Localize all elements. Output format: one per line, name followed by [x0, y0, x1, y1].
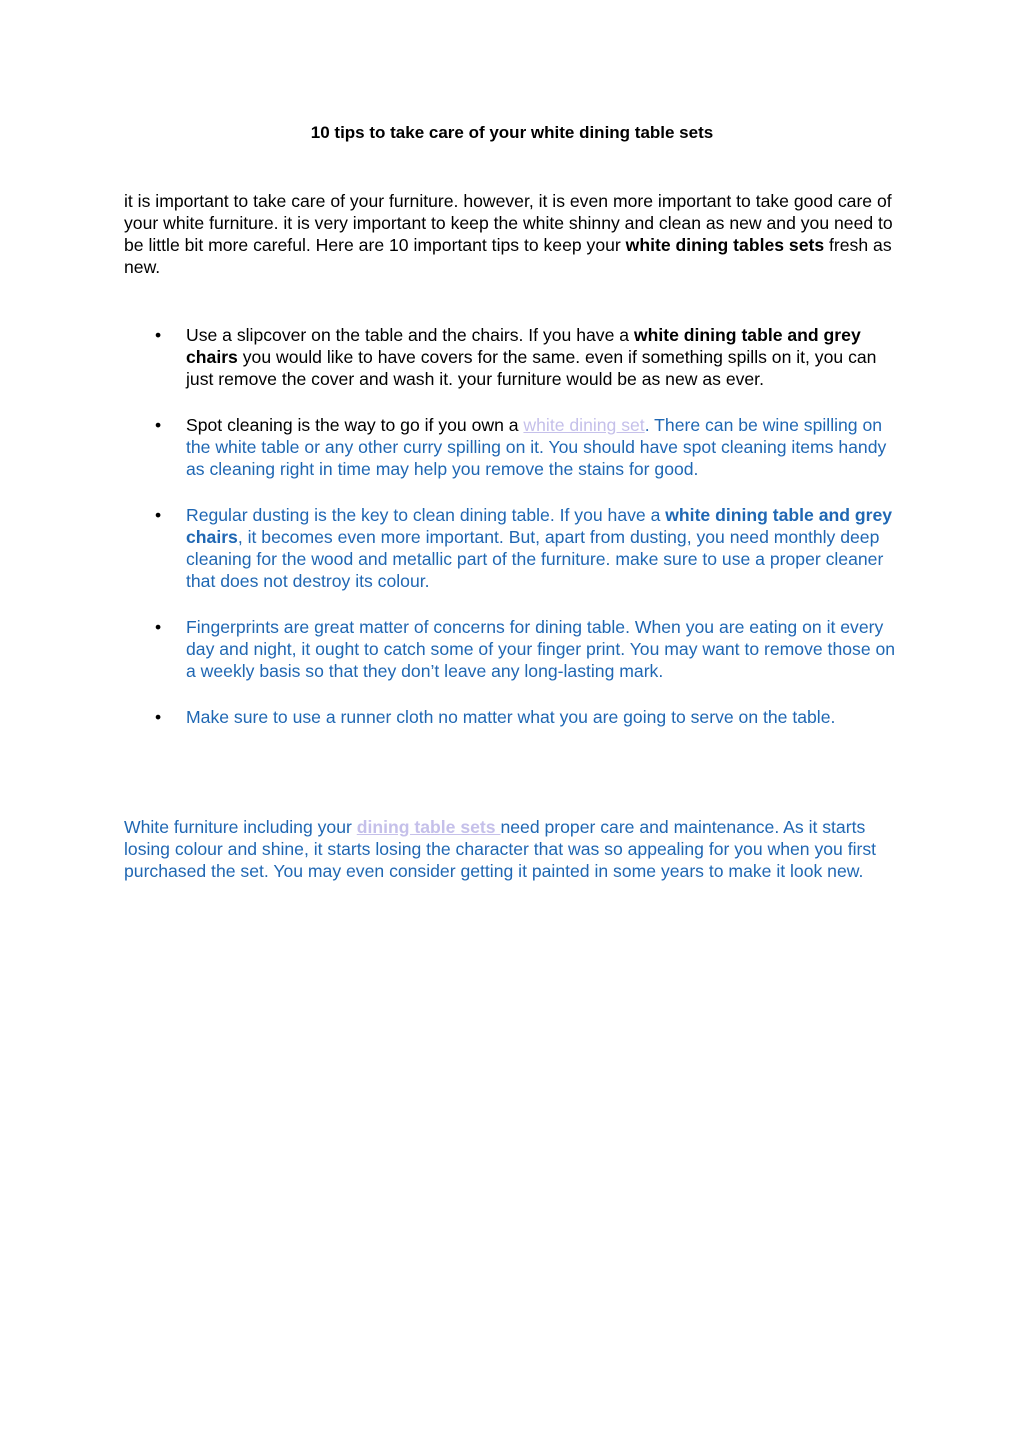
bullet-icon: •: [155, 617, 162, 637]
white-dining-set-link[interactable]: white dining set: [523, 415, 645, 435]
closing-text-end: need proper care and maintenance. As it starts losing colour and shine, it starts losing the character that was so appealing for you when you first purchased the set. You may even consider getting it painted in some years to make it look new.: [124, 817, 877, 881]
bullet-icon: •: [155, 325, 162, 345]
dining-table-sets-link[interactable]: dining table sets: [356, 817, 501, 837]
bullet-icon: •: [155, 415, 162, 435]
tip-text: Spot cleaning is the way to go if you own a: [186, 415, 524, 435]
tips-list: [124, 324, 904, 752]
intro-text-end: fresh as new.: [124, 235, 892, 277]
intro-bold-phrase: white dining tables sets: [625, 235, 825, 255]
list-item: [124, 504, 904, 592]
tip-text-end: , it becomes even more important. But, apart from dusting, you need monthly deep cleaning for the wood and metallic part of the furniture. make sure to use a proper cleaner that does not destroy its colour.: [186, 527, 884, 591]
closing-text: White furniture including your: [124, 817, 357, 837]
list-item: [124, 706, 904, 728]
page-title: 10 tips to take care of your white dining table sets: [310, 123, 714, 142]
tip-text-end: you would like to have covers for the same. even if something spills on it, you can just remove the cover and wash it. your furniture would be as new as ever.: [186, 347, 877, 389]
bullet-icon: •: [155, 505, 162, 525]
tip-text: Make sure to use a runner cloth no matter what you are going to serve on the table.: [186, 707, 836, 727]
list-item: [124, 414, 904, 480]
bullet-icon: •: [155, 707, 162, 727]
tip-bold-phrase: white dining table and grey chairs: [186, 325, 861, 367]
tip-bold-phrase: white dining table and grey chairs: [186, 505, 893, 547]
intro-paragraph: [124, 190, 904, 278]
list-item: [124, 324, 904, 390]
tip-text-end: . There can be wine spilling on the white table or any other curry spilling on it. You should have spot cleaning items handy as cleaning right in time may help you remove the stains for good.: [186, 415, 887, 479]
list-item: [124, 616, 904, 682]
tip-text: Regular dusting is the key to clean dining table. If you have a: [186, 505, 666, 525]
tip-text: Fingerprints are great matter of concerns for dining table. When you are eating on it every day and night, it ought to catch some of your finger print. You may want to remove those on a weekly basis so that they don’t leave any long-lasting mark.: [186, 617, 896, 681]
intro-text: it is important to take care of your furniture. however, it is even more important to take good care of your white furniture. it is very important to keep the white shinny and clean as new and you need to be little bit more careful. Here are 10 important tips to keep your: [124, 191, 893, 255]
closing-paragraph: [124, 816, 904, 882]
tip-text: Use a slipcover on the table and the chairs. If you have a: [186, 325, 634, 345]
